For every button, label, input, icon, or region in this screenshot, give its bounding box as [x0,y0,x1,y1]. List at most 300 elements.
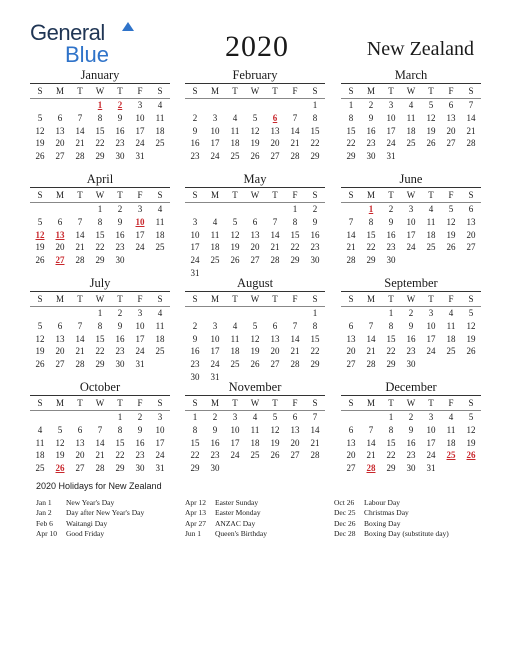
day-cell: 5 [468,412,474,422]
day-cell: 17 [210,346,220,357]
day-cell: 6 [348,424,354,435]
day-cell: 22 [386,450,396,461]
day-cell: 15 [95,333,105,344]
weekday-label: M [210,294,219,304]
day-cell: 18 [35,450,45,461]
month-name: September [384,276,438,290]
day-cell: 19 [35,242,45,253]
day-cell: 18 [155,229,165,240]
day-cell: 2 [192,112,198,123]
weekday-label: F [448,190,454,200]
day-cell: 7 [77,112,83,123]
day-cell: 27 [290,450,300,461]
day-cell: 13 [270,125,280,136]
weekday-label: S [37,398,43,408]
empty-day-cell [90,411,110,424]
day-cell: 22 [290,242,300,253]
day-cell: 15 [190,437,200,448]
weekday-label: S [468,294,474,304]
day-cell: 11 [446,320,456,331]
day-cell: 23 [406,450,416,461]
day-cell: 25 [250,450,260,461]
day-cell: 19 [270,437,280,448]
day-cell: 8 [97,320,103,331]
month-april [30,172,170,267]
day-cell: 21 [95,450,105,461]
weekday-header [341,187,481,203]
month-name: March [394,68,428,82]
day-cell: 30 [406,463,416,474]
empty-day-cell [50,411,70,424]
weekday-label: T [117,398,123,408]
weekday-label: S [312,86,318,96]
day-cell: 20 [55,138,65,149]
day-cell: 5 [37,112,43,123]
day-cell: 5 [468,308,474,318]
holiday-name: Good Friday [66,528,105,538]
day-cell: 1 [348,100,354,110]
weekday-label: S [348,398,354,408]
day-cell: 18 [250,437,260,448]
day-cell: 18 [446,437,456,448]
weekday-label: S [157,190,163,200]
holiday-row [334,498,449,508]
day-cell: 1 [388,412,394,422]
weekday-label: W [250,190,260,200]
empty-day-cell [285,307,305,320]
day-cell: 22 [95,346,105,357]
day-cell: 7 [292,320,298,331]
day-cell: 28 [95,463,105,474]
weekday-label: M [366,190,375,200]
day-cell: 14 [75,229,85,240]
day-grid [30,99,170,163]
day-cell: 19 [230,242,240,253]
day-cell: 22 [346,138,356,149]
day-cell: 27 [270,151,280,162]
day-cell: 12 [35,333,45,344]
day-cell: 22 [386,346,396,357]
holiday-row [334,508,449,518]
day-cell: 7 [468,100,474,110]
day-cell: 9 [408,424,414,435]
day-cell: 27 [346,463,356,474]
day-cell: 21 [366,346,376,357]
day-cell: 16 [210,437,220,448]
weekday-label: F [137,294,143,304]
day-cell: 31 [190,267,200,278]
day-grid [341,99,481,163]
day-cell: 14 [290,333,300,344]
holiday-row [185,498,267,508]
weekday-label: T [77,398,83,408]
day-cell: 30 [115,359,125,370]
day-cell: 31 [155,463,165,474]
day-cell: 25 [446,346,456,357]
day-cell: 13 [250,229,260,240]
weekday-label: S [468,86,474,96]
holiday-column [185,498,267,539]
day-cell: 16 [115,333,125,344]
month-august [185,276,325,384]
holiday-name: Easter Monday [215,508,261,518]
day-grid [341,411,481,475]
day-cell: 25 [210,255,220,266]
day-cell: 13 [466,216,476,227]
weekday-header [30,395,170,411]
weekday-label: S [192,294,198,304]
day-cell: 20 [55,242,65,253]
day-cell: 5 [57,424,63,435]
day-cell: 7 [272,216,278,227]
day-cell: 28 [310,450,320,461]
holiday-column [36,498,144,539]
day-cell: 6 [448,100,454,110]
weekday-label: T [232,190,238,200]
weekday-label: T [232,294,238,304]
day-cell: 3 [388,100,394,110]
empty-day-cell [245,307,265,320]
month-october [30,380,170,475]
day-cell: 9 [408,320,414,331]
weekday-label: W [95,190,105,200]
logo-triangle-icon [122,22,134,31]
day-cell: 19 [250,138,260,149]
empty-day-cell [265,307,285,320]
day-cell: 27 [75,463,85,474]
day-cell: 21 [366,450,376,461]
day-cell: 3 [212,320,218,331]
weekday-label: S [312,190,318,200]
weekday-label: W [95,398,105,408]
day-cell: 30 [406,359,416,370]
day-cell: 4 [428,204,434,214]
day-cell: 1 [97,204,103,214]
day-cell: 6 [292,412,298,422]
day-cell: 17 [426,437,436,448]
day-cell: 26 [35,359,45,370]
holiday-day-cell: 26 [466,450,476,461]
month-name: October [79,380,121,394]
day-cell: 11 [230,333,240,344]
day-cell: 6 [57,320,63,331]
day-grid [30,203,170,267]
day-cell: 28 [366,359,376,370]
day-cell: 29 [95,359,105,370]
day-grid [185,411,325,475]
day-cell: 10 [210,125,220,136]
day-cell: 20 [250,242,260,253]
day-cell: 29 [310,151,320,162]
day-cell: 3 [137,204,143,214]
day-cell: 28 [290,151,300,162]
day-cell: 10 [135,112,145,123]
empty-day-cell [30,203,50,216]
day-cell: 2 [137,412,143,422]
day-cell: 2 [117,204,123,214]
day-cell: 9 [117,320,123,331]
holiday-row [334,529,449,539]
holiday-day-cell: 2 [117,100,123,110]
day-cell: 18 [446,333,456,344]
holiday-date: Apr 10 [36,528,58,538]
day-cell: 30 [366,151,376,162]
day-cell: 8 [368,216,374,227]
empty-day-cell [185,203,205,216]
empty-day-cell [285,99,305,112]
day-cell: 28 [466,138,476,149]
day-cell: 11 [230,125,240,136]
day-cell: 9 [312,216,318,227]
day-cell: 29 [346,151,356,162]
weekday-label: S [348,86,354,96]
day-cell: 15 [366,229,376,240]
weekday-label: W [406,294,416,304]
holiday-date: Oct 26 [334,498,355,507]
day-grid [341,307,481,371]
day-cell: 17 [230,437,240,448]
day-cell: 16 [115,229,125,240]
day-cell: 9 [192,333,198,344]
month-name: August [236,276,274,290]
day-cell: 31 [210,371,220,382]
weekday-label: F [292,398,298,408]
weekday-label: W [250,86,260,96]
day-cell: 15 [386,437,396,448]
day-cell: 20 [75,450,85,461]
day-cell: 2 [408,412,414,422]
day-cell: 1 [388,308,394,318]
weekday-label: S [157,294,163,304]
weekday-label: M [210,190,219,200]
day-cell: 7 [77,320,83,331]
day-cell: 12 [446,216,456,227]
day-cell: 25 [230,151,240,162]
day-cell: 12 [270,424,280,435]
day-cell: 17 [135,229,145,240]
day-cell: 7 [77,216,83,227]
day-cell: 26 [250,359,260,370]
weekday-label: T [272,86,278,96]
empty-day-cell [341,203,361,216]
weekday-label: M [366,86,375,96]
day-cell: 20 [346,346,356,357]
day-cell: 27 [466,242,476,253]
weekday-label: T [388,398,394,408]
weekday-header [185,83,325,99]
day-cell: 5 [448,204,454,214]
day-cell: 16 [115,125,125,136]
day-cell: 16 [386,229,396,240]
weekday-header [30,83,170,99]
day-cell: 30 [210,463,220,474]
day-cell: 23 [115,242,125,253]
weekday-label: M [366,398,375,408]
weekday-label: F [448,294,454,304]
day-cell: 18 [155,333,165,344]
weekday-label: S [37,294,43,304]
day-cell: 5 [252,320,258,331]
day-cell: 3 [137,308,143,318]
weekday-label: S [348,294,354,304]
day-cell: 3 [137,100,143,110]
day-cell: 18 [426,229,436,240]
day-cell: 2 [117,308,123,318]
holiday-row [36,498,144,508]
day-cell: 14 [366,437,376,448]
holiday-day-cell: 28 [366,463,376,474]
day-cell: 3 [232,412,238,422]
day-grid [185,307,325,384]
day-cell: 3 [408,204,414,214]
holiday-day-cell: 1 [97,100,103,110]
day-cell: 30 [115,255,125,266]
month-may [185,172,325,280]
holiday-name: Labour Day [364,498,401,507]
day-cell: 7 [368,320,374,331]
day-cell: 8 [97,112,103,123]
day-cell: 11 [155,112,165,123]
day-cell: 5 [252,112,258,123]
day-cell: 4 [252,412,258,422]
holiday-date: Feb 6 [36,518,53,528]
day-cell: 24 [135,138,145,149]
empty-day-cell [50,203,70,216]
day-cell: 8 [348,112,354,123]
day-cell: 22 [310,346,320,357]
day-cell: 16 [406,437,416,448]
day-cell: 26 [230,255,240,266]
day-cell: 4 [232,320,238,331]
day-cell: 4 [232,112,238,123]
day-cell: 20 [346,450,356,461]
weekday-label: T [77,190,83,200]
day-cell: 23 [310,242,320,253]
holiday-day-cell: 25 [446,450,456,461]
day-cell: 4 [37,424,43,435]
holiday-date: Jan 1 [36,498,52,507]
day-cell: 25 [155,242,165,253]
holiday-day-cell: 13 [55,229,65,240]
day-cell: 23 [135,450,145,461]
day-cell: 21 [270,242,280,253]
month-july [30,276,170,371]
day-cell: 21 [290,346,300,357]
weekday-label: S [37,190,43,200]
day-cell: 26 [270,450,280,461]
weekday-label: T [117,86,123,96]
day-cell: 10 [190,229,200,240]
weekday-label: F [292,86,298,96]
day-cell: 28 [75,151,85,162]
empty-day-cell [30,307,50,320]
day-cell: 29 [290,255,300,266]
day-cell: 7 [348,216,354,227]
day-cell: 4 [212,216,218,227]
day-cell: 24 [155,450,165,461]
day-grid [341,203,481,267]
day-cell: 30 [115,151,125,162]
holiday-date: Dec 26 [334,518,356,528]
day-cell: 15 [95,229,105,240]
day-cell: 20 [466,229,476,240]
day-cell: 5 [232,216,238,227]
day-cell: 20 [270,346,280,357]
day-cell: 15 [310,125,320,136]
day-cell: 11 [210,229,220,240]
day-cell: 28 [290,359,300,370]
empty-day-cell [205,99,225,112]
empty-day-cell [225,99,245,112]
day-cell: 16 [190,138,200,149]
weekday-label: F [292,294,298,304]
day-cell: 29 [95,151,105,162]
holiday-date: Dec 25 [334,508,356,518]
day-cell: 13 [270,333,280,344]
day-cell: 15 [290,229,300,240]
logo-text-general: General [30,20,105,45]
month-name: February [232,68,278,82]
day-cell: 24 [190,255,200,266]
day-cell: 21 [75,138,85,149]
weekday-label: T [232,86,238,96]
day-cell: 14 [466,112,476,123]
weekday-label: T [117,190,123,200]
holiday-date: Apr 13 [185,508,207,518]
weekday-label: F [448,86,454,96]
weekday-label: F [448,398,454,408]
day-cell: 16 [190,346,200,357]
holiday-day-cell: 27 [55,255,65,266]
empty-day-cell [245,203,265,216]
empty-day-cell [30,99,50,112]
day-cell: 11 [155,216,165,227]
day-cell: 5 [272,412,278,422]
day-grid [185,203,325,280]
day-grid [185,99,325,163]
day-cell: 26 [446,242,456,253]
day-cell: 31 [135,359,145,370]
weekday-header [341,395,481,411]
month-june [341,172,481,267]
day-cell: 22 [366,242,376,253]
holiday-row [36,519,144,529]
day-cell: 23 [386,242,396,253]
day-cell: 29 [95,255,105,266]
day-cell: 29 [310,359,320,370]
day-cell: 1 [312,100,318,110]
day-cell: 28 [270,255,280,266]
day-cell: 29 [386,359,396,370]
day-cell: 21 [466,125,476,136]
weekday-label: T [77,294,83,304]
day-cell: 14 [75,125,85,136]
day-cell: 29 [386,463,396,474]
weekday-label: M [210,398,219,408]
weekday-header [30,187,170,203]
day-cell: 20 [446,125,456,136]
weekday-label: T [272,190,278,200]
day-cell: 6 [57,216,63,227]
generalblue-logo [30,22,109,66]
day-cell: 28 [346,255,356,266]
day-cell: 13 [75,437,85,448]
day-cell: 10 [135,320,145,331]
calendar-year: 2020 [225,30,289,63]
day-cell: 13 [55,125,65,136]
day-cell: 6 [252,216,258,227]
holiday-name: ANZAC Day [215,518,256,528]
